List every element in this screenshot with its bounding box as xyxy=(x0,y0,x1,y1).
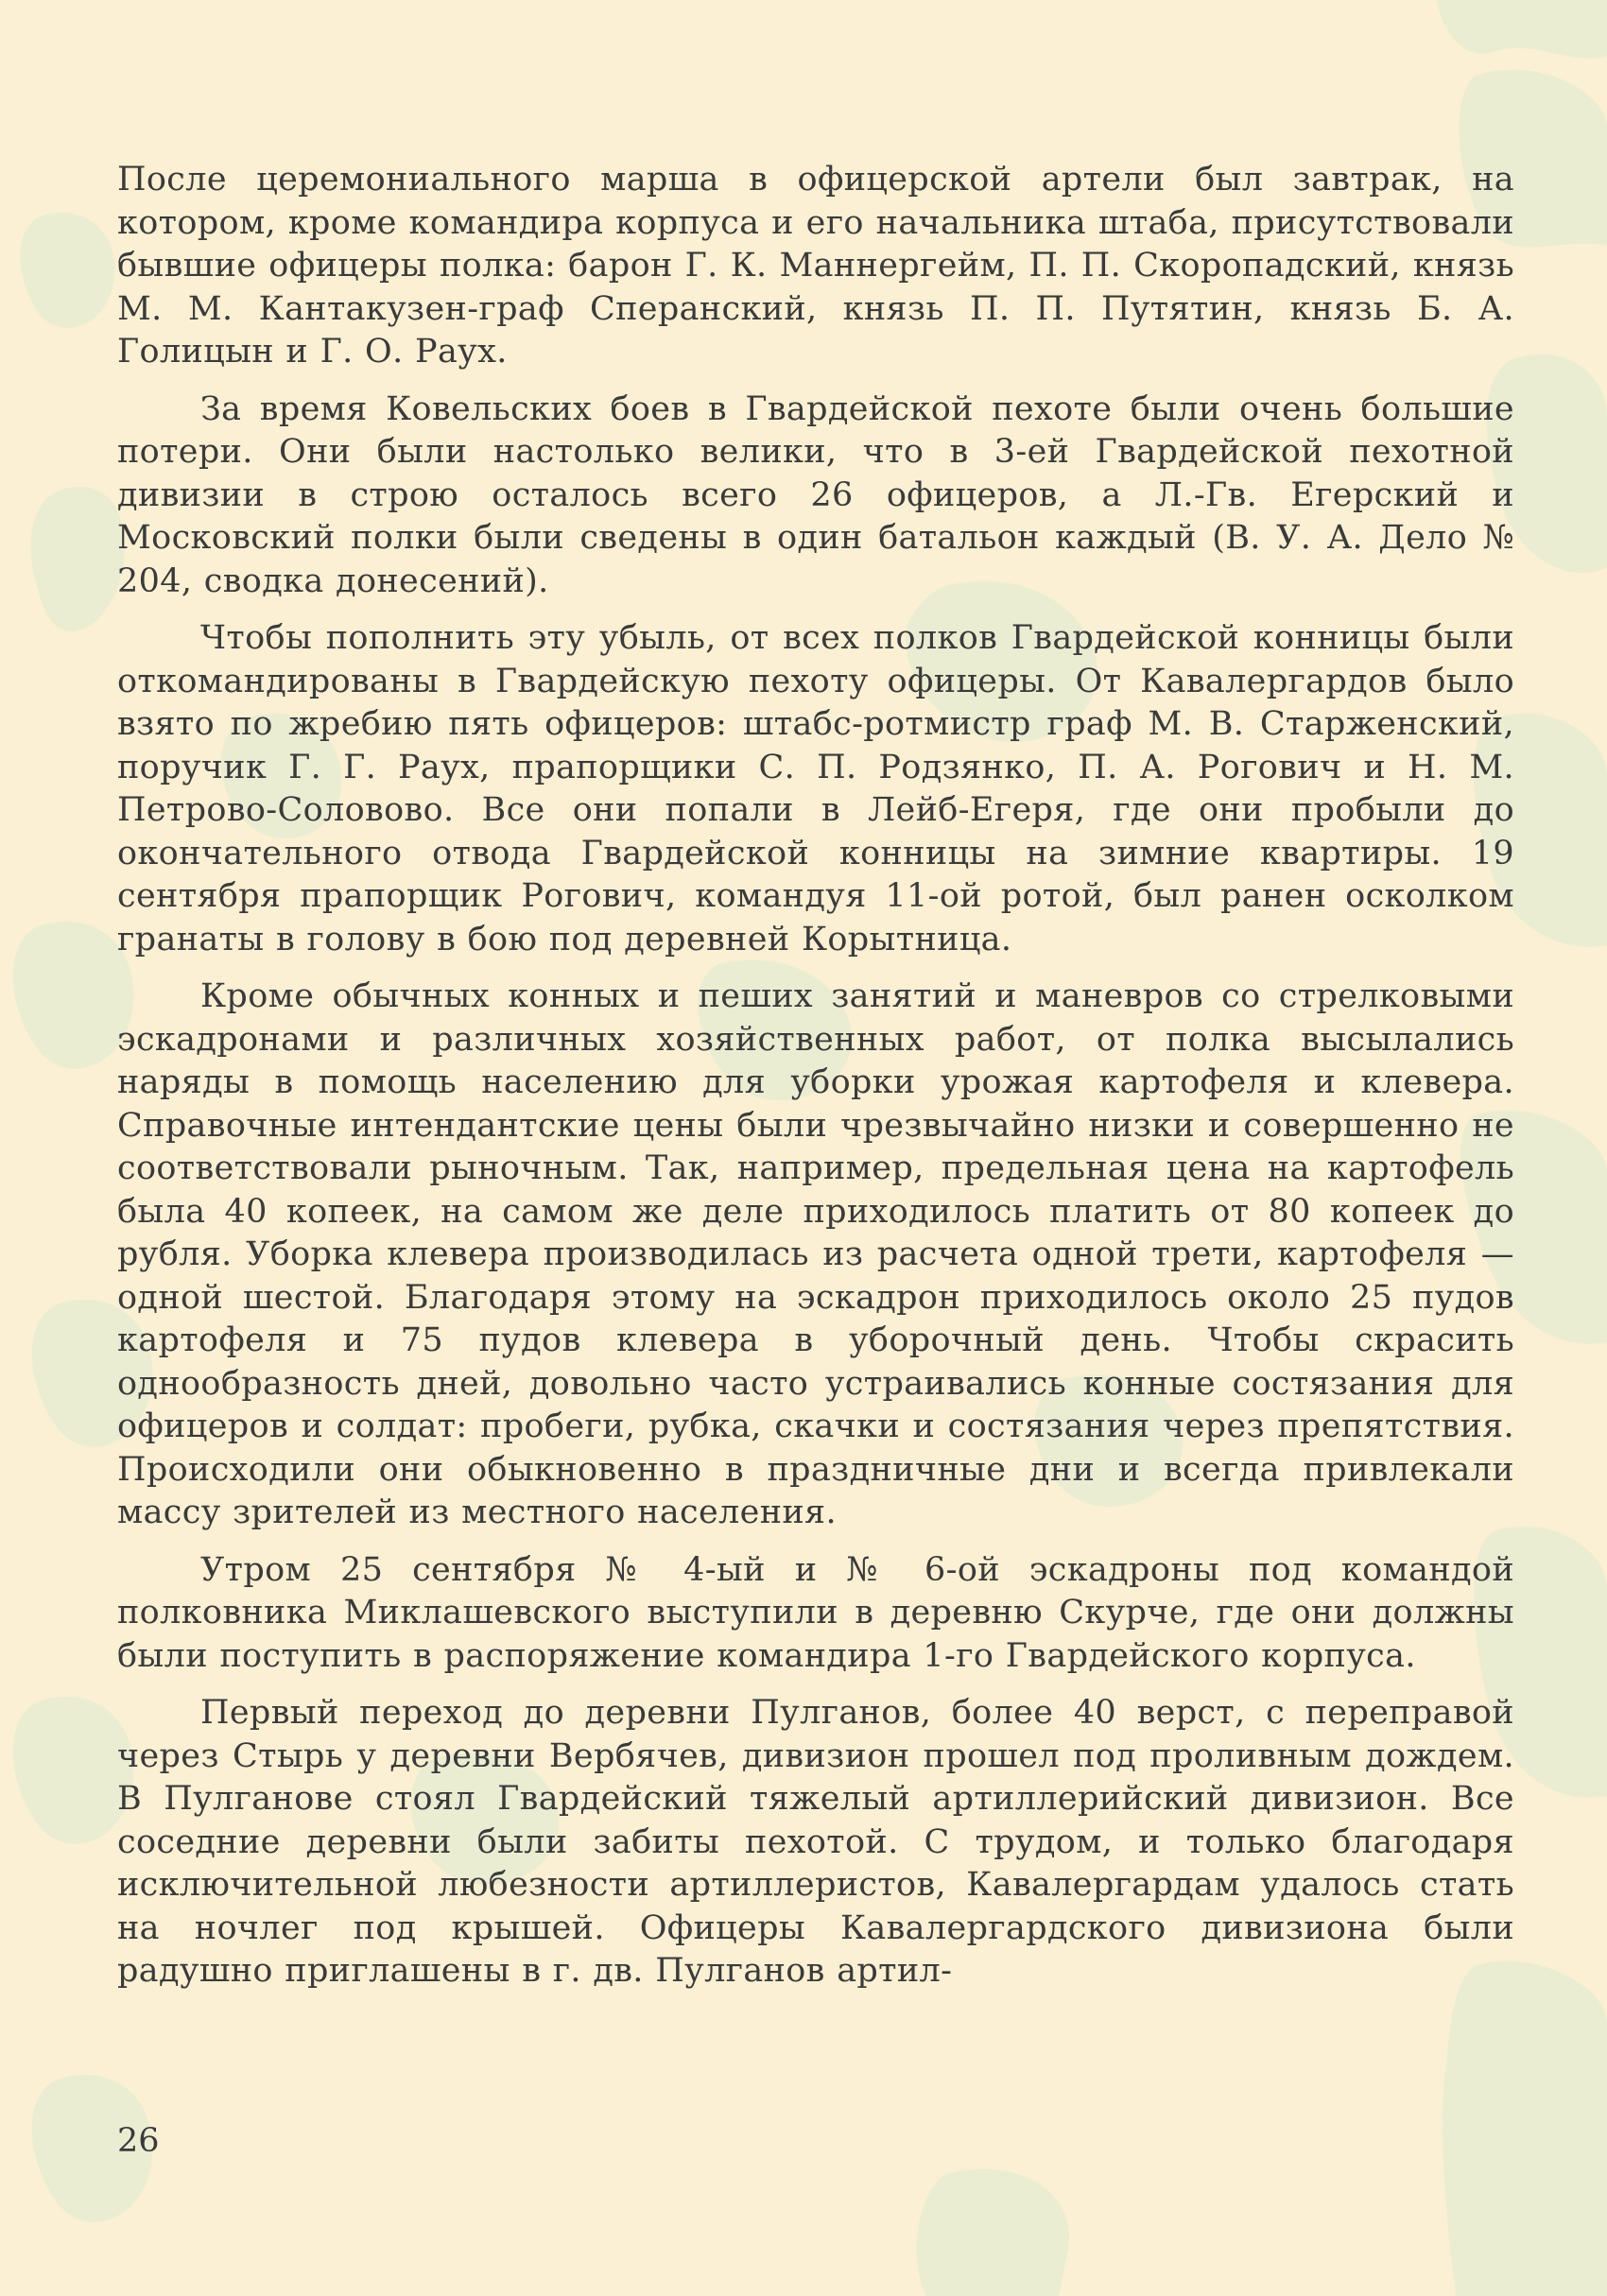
page-number: 26 xyxy=(117,2122,160,2160)
paragraph: Утром 25 сентября № 4-ый и № 6-ой эскадроны под командой полковника Миклашевского выступили в деревню Скурче, где они должны были поступить в распоряжение командира 1-го Гвардейского корпуса. xyxy=(117,1550,1514,1675)
paragraph: Чтобы пополнить эту убыль, от всех полков Гвардейской конницы были откомандированы в Гвардейскую пехоту офицеры. От Кавалергардов было взято по жребию пять офицеров: штабс-ротмистр граф М. В. Старженский, поручик Г. Г. Раух, прапорщики С. П. Родзянко, П. А. Рогович и Н. М. Петрово-Соловово. Все они попали в Лейб-Егеря, где они пробыли до окончательного отвода Гвардейской конницы на зимние квартиры. 19 сентября прапорщик Рогович, командуя 11-ой ротой, был ранен осколком гранаты в голову в бою под деревней Корытница. xyxy=(117,619,1514,958)
paragraph: После церемониального марша в офицерской артели был завтрак, на котором, кроме командира корпуса и его начальника штаба, присутствовали бывшие офицеры полка: барон Г. К. Маннергейм, П. П. Скоропадский, князь М. М. Кантакузен-граф Сперанский, князь П. П. Путятин, князь Б. А. Голицын и Г. О. Раух. xyxy=(117,161,1514,371)
paragraph: Кроме обычных конных и пеших занятий и маневров со стрелковыми эскадронами и различных хозяйственных работ, от полка высылались наряды в помощь населению для уборки урожая картофеля и клевера. Справочные интендантские цены были чрезвычайно низки и совершенно не соответствовали рыночным. Так, например, предельная цена на картофель была 40 копеек, на самом же деле приходилось платить от 80 копеек до рубля. Уборка клевера производилась из расчета одной трети, картофеля — одной шестой. Благодаря этому на эскадрон приходилось около 25 пудов картофеля и 75 пудов клевера в уборочный день. Чтобы скрасить однообразность дней, довольно часто устраивались конные состязания для офицеров и солдат: пробеги, рубка, скачки и состязания через препятствия. Происходили они обыкновенно в праздничные дни и всегда привлекали массу зрителей из местного населения. xyxy=(117,977,1514,1531)
body-text xyxy=(117,159,1514,2008)
paragraph: За время Ковельских боев в Гвардейской пехоте были очень большие потери. Они были настолько велики, что в 3-ей Гвардейской пехотной дивизии в строю осталось всего 26 офицеров, а Л.-Гв. Егерский и Московский полки были сведены в один батальон каждый (В. У. А. Дело № 204, сводка донесений). xyxy=(117,389,1514,600)
paragraph: Первый переход до деревни Пулганов, более 40 верст, с переправой через Стырь у деревни Вербячев, дивизион прошел под проливным дождем. В Пулганове стоял Гвардейский тяжелый артиллерийский дивизион. Все соседние деревни были забиты пехотой. С трудом, и только благодаря исключительной любезности артиллеристов, Кавалергардам удалось стать на ночлег под крышей. Офицеры Кавалергардского дивизиона были радушно приглашены в г. дв. Пулганов артил- xyxy=(117,1694,1514,1990)
